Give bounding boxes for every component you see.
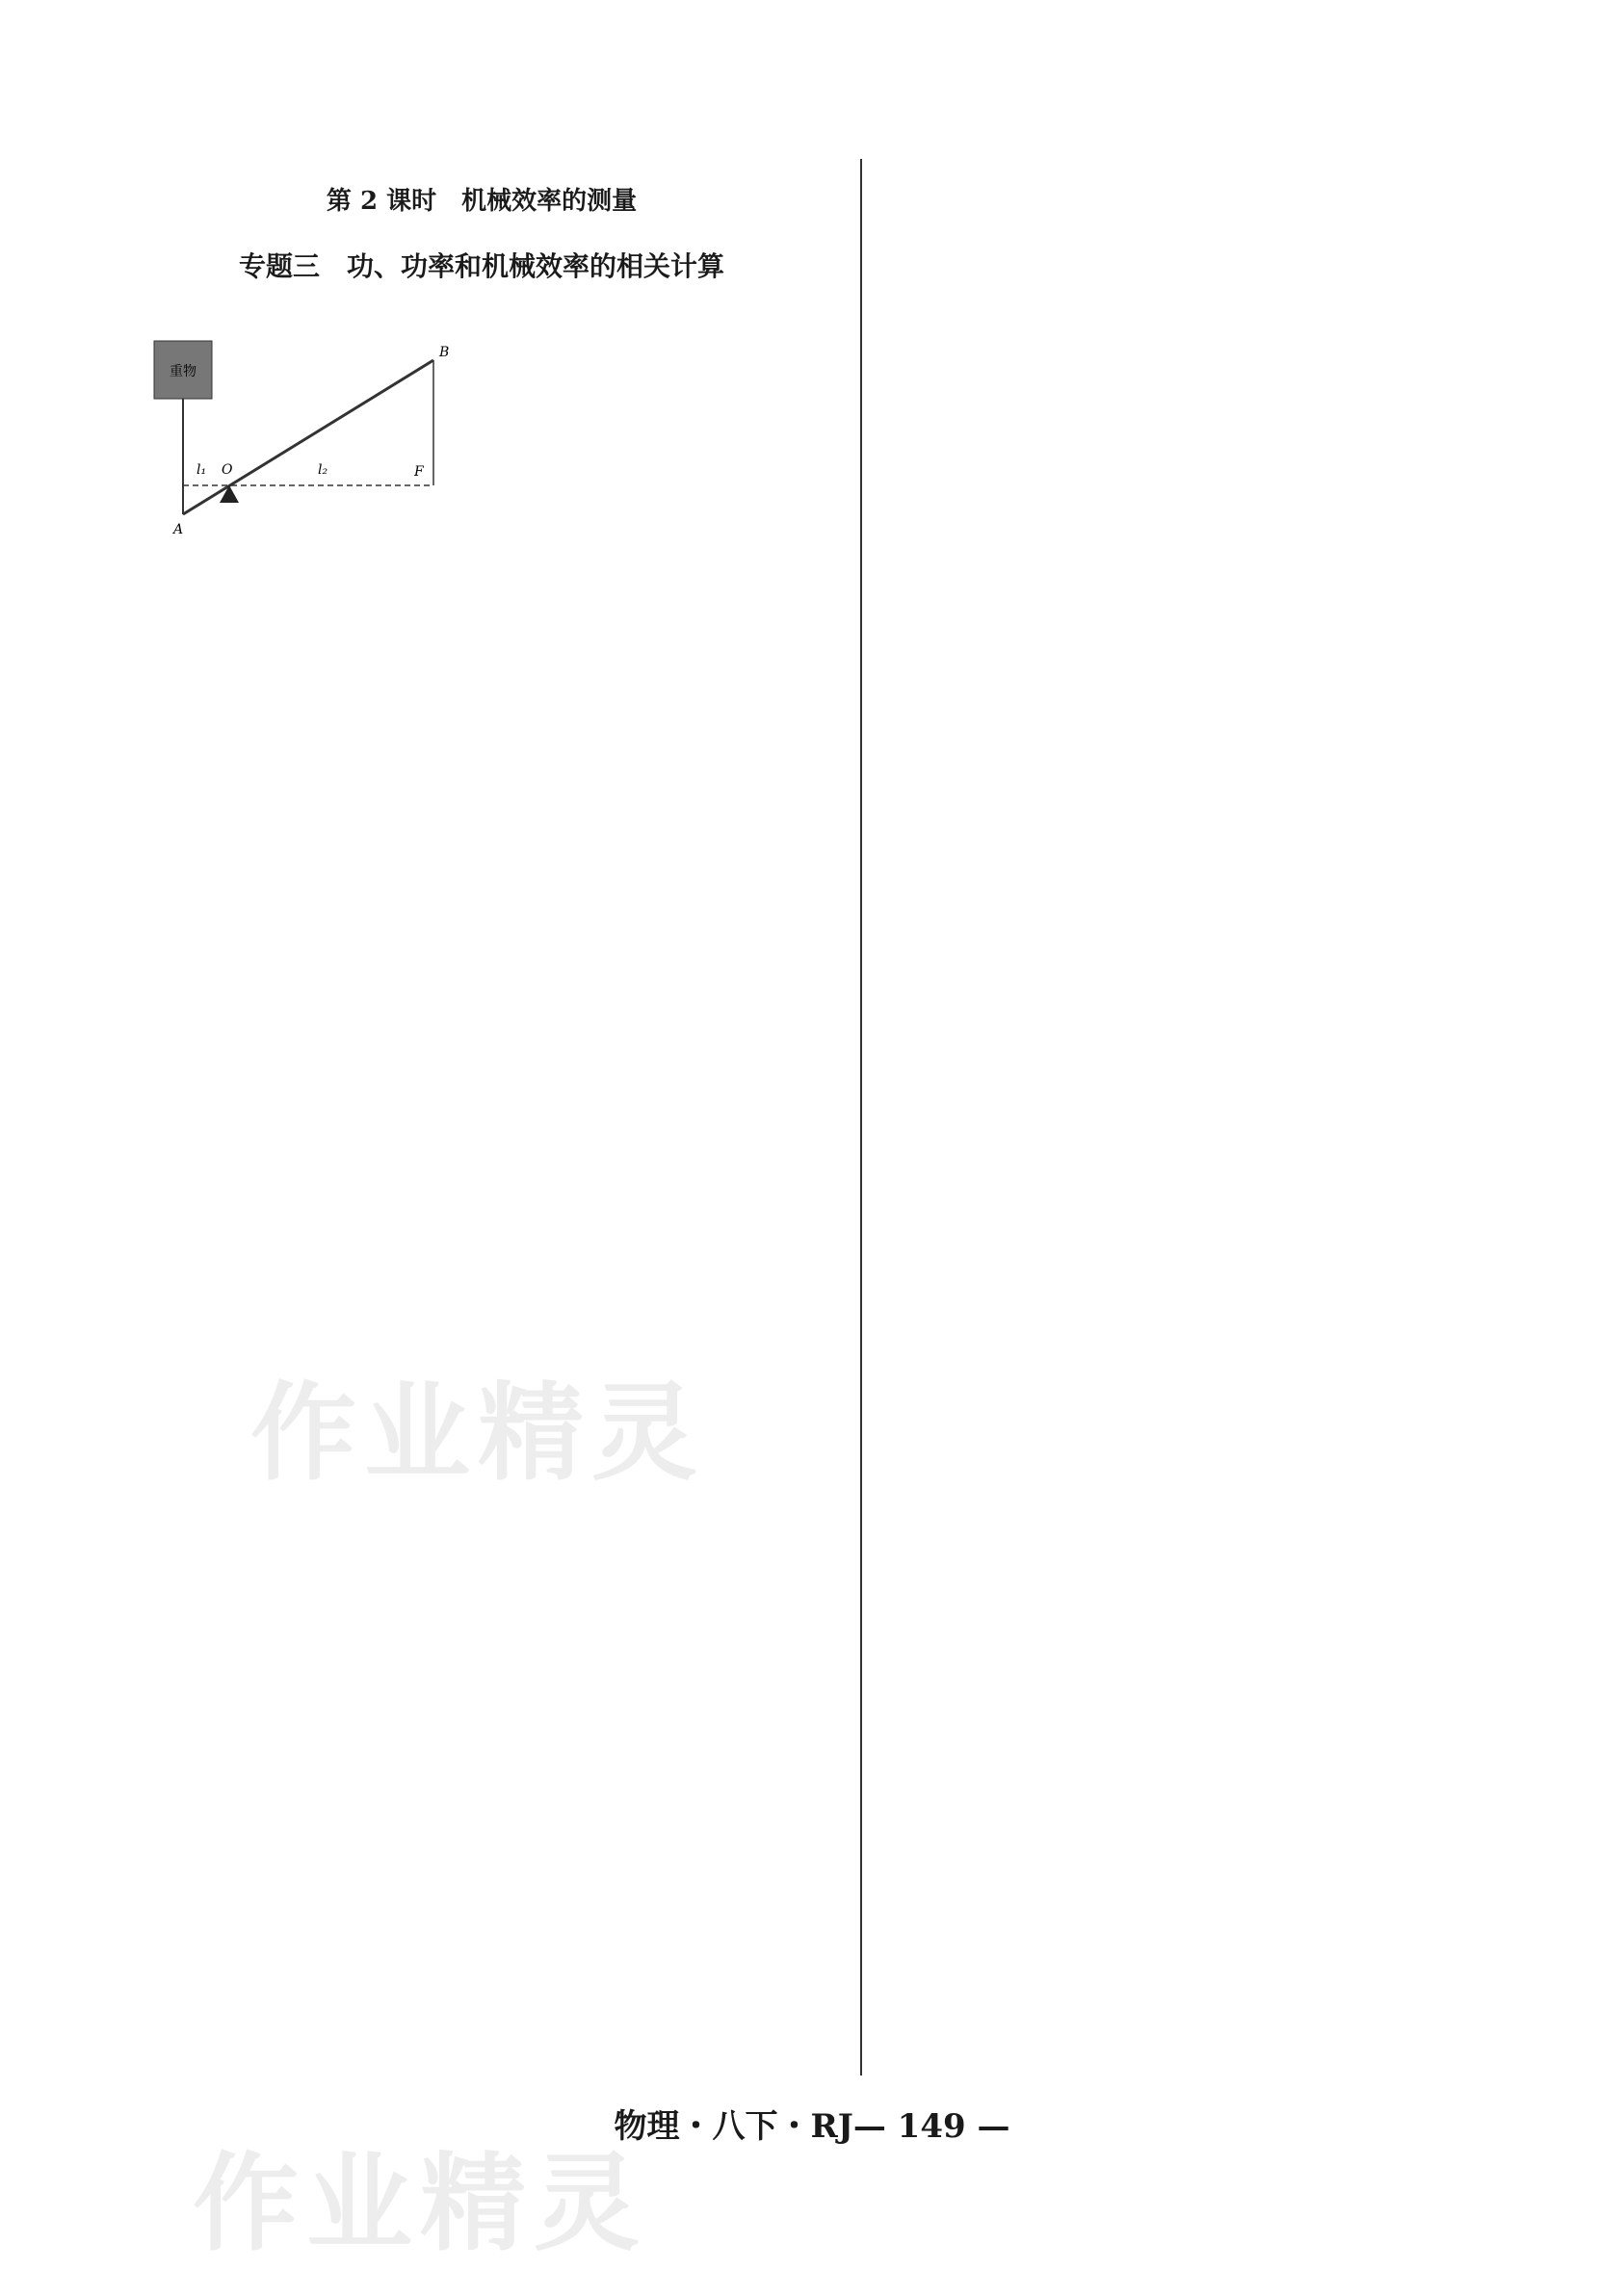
figure-point-b: B (439, 345, 450, 360)
figure-point-o: O (222, 462, 233, 478)
figure-force-f: F (414, 464, 424, 480)
figure-point-a: A (173, 522, 184, 537)
left-column (125, 164, 838, 583)
section-title: 专题三 功、功率和机械效率的相关计算 (238, 250, 724, 282)
page-footer: 物理・八下・RJ— 149 — (614, 2107, 1010, 2146)
figure-box-label: 重物 (170, 364, 196, 379)
lesson-subtitle: 第 2 课时 机械效率的测量 (326, 187, 638, 216)
lever-figure (125, 322, 472, 553)
watermark-top: 作业精灵 (250, 1370, 705, 1495)
watermark-bottom: 作业精灵 (193, 2141, 647, 2265)
figure-arm-l1: l₁ (196, 462, 207, 478)
column-divider (860, 159, 862, 2075)
figure-arm-l2: l₂ (318, 462, 328, 478)
